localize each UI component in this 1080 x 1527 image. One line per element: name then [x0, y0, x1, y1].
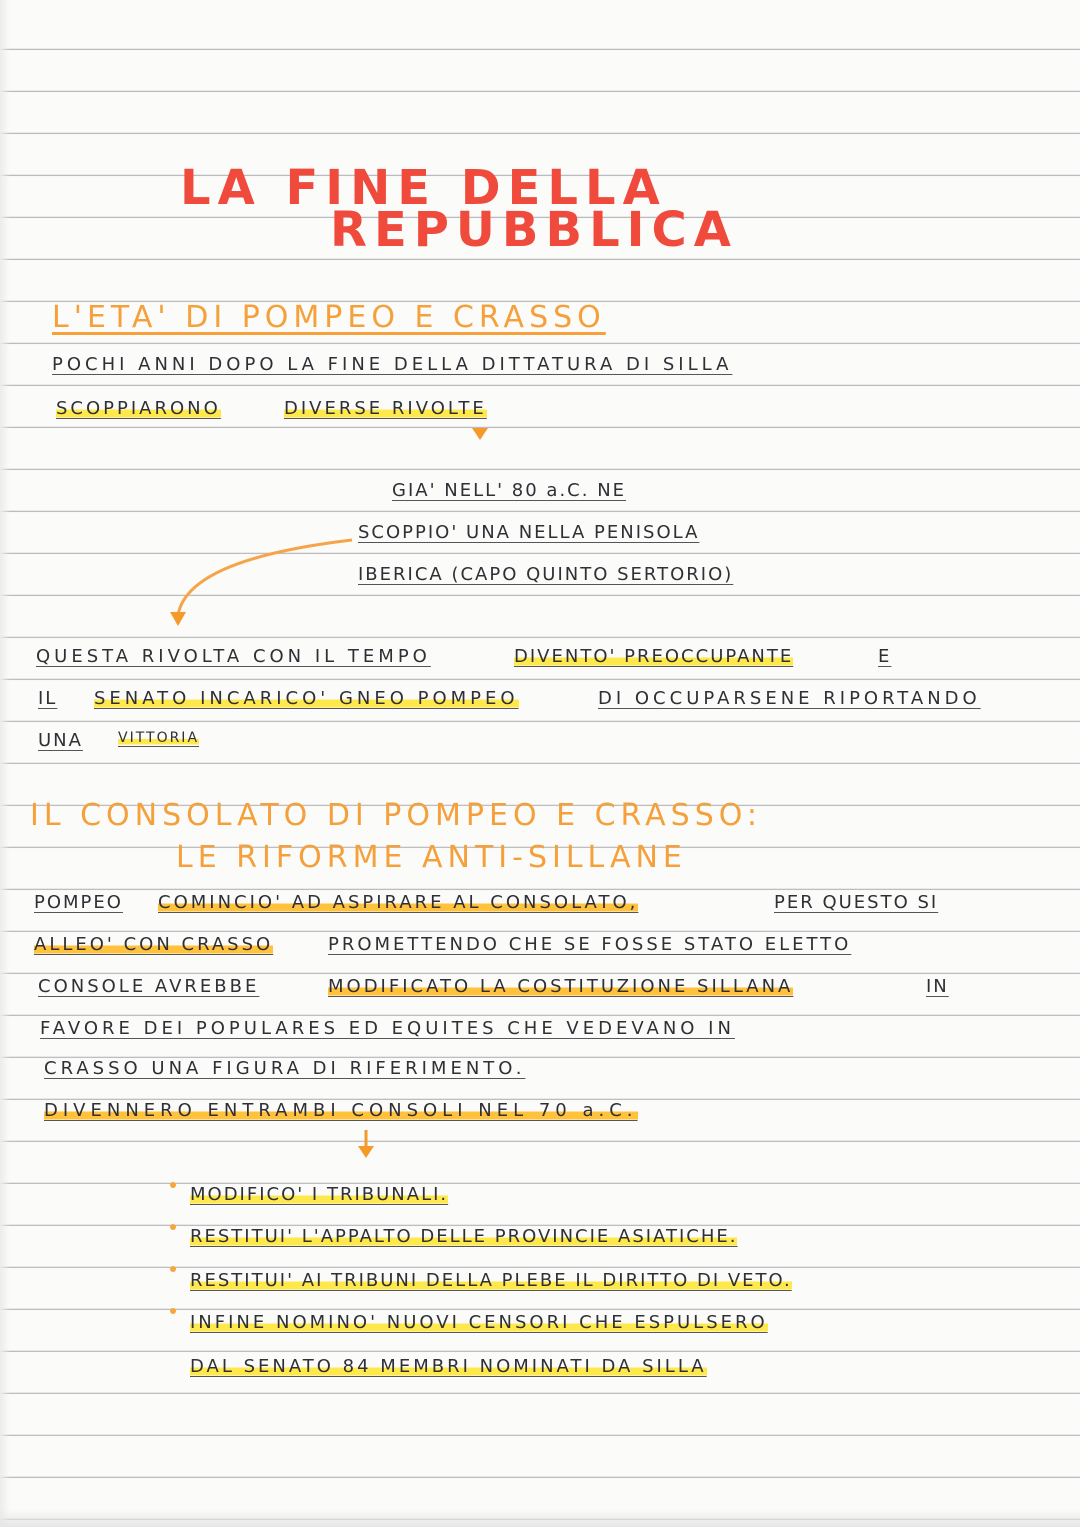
bullet-item: MODIFICO' I TRIBUNALI.	[190, 1184, 449, 1205]
text-highlight: SCOPPIARONO	[56, 398, 221, 419]
bullet-continuation: DAL SENATO 84 MEMBRI NOMINATI DA SILLA	[190, 1356, 707, 1377]
text-line: IN	[926, 976, 949, 997]
text-line: CRASSO UNA FIGURA DI RIFERIMENTO.	[44, 1058, 526, 1079]
text-highlight: DIVERSE RIVOLTE	[284, 398, 487, 419]
note-line: IBERICA (CAPO QUINTO SERTORIO)	[358, 564, 734, 585]
text-line: UNA	[38, 730, 83, 751]
text-highlight: VITTORIA	[118, 730, 200, 746]
text-highlight: SENATO INCARICO' GNEO POMPEO	[94, 688, 519, 709]
text-line: CONSOLE AVREBBE	[38, 976, 260, 997]
title-line-1: LA FINE DELLA	[180, 160, 667, 216]
bullet-icon	[170, 1266, 176, 1272]
text-line: POCHI ANNI DOPO LA FINE DELLA DITTATURA DI SILLA	[52, 354, 733, 375]
bullet-item: RESTITUI' L'APPALTO DELLE PROVINCIE ASIATICHE.	[190, 1226, 738, 1247]
bullet-item: INFINE NOMINO' NUOVI CENSORI CHE ESPULSERO	[190, 1312, 768, 1333]
text-line: FAVORE DEI POPULARES ED EQUITES CHE VEDEVANO IN	[40, 1018, 735, 1039]
text-line: PER QUESTO SI	[774, 892, 939, 913]
text-highlight: DIVENTO' PREOCCUPANTE	[514, 646, 794, 667]
section-heading-1: L'ETA' DI POMPEO E CRASSO	[52, 300, 606, 335]
note-line: SCOPPIO' UNA NELLA PENISOLA	[358, 522, 700, 543]
text-line: POMPEO	[34, 892, 123, 913]
text-highlight: MODIFICATO LA COSTITUZIONE SILLANA	[328, 976, 794, 997]
page-bottom-edge	[0, 1509, 1080, 1527]
text-highlight: DIVENNERO ENTRAMBI CONSOLI NEL 70 a.C.	[44, 1100, 638, 1121]
section-heading-2: IL CONSOLATO DI POMPEO E CRASSO:	[30, 798, 762, 833]
bullet-icon	[170, 1182, 176, 1188]
text-highlight: ALLEO' CON CRASSO	[34, 934, 274, 955]
text-line: DI OCCUPARSENE RIPORTANDO	[598, 688, 981, 709]
bullet-icon	[170, 1224, 176, 1230]
section-subheading-2: LE RIFORME ANTI-SILLANE	[176, 840, 687, 875]
title-line-2: REPUBBLICA	[330, 202, 738, 258]
note-line: GIA' NELL' 80 a.C. NE	[392, 480, 627, 501]
text-line: E	[878, 646, 892, 667]
text-line: QUESTA RIVOLTA CON IL TEMPO	[36, 646, 431, 667]
text-line: PROMETTENDO CHE SE FOSSE STATO ELETTO	[328, 934, 852, 955]
bullet-item: RESTITUI' AI TRIBUNI DELLA PLEBE IL DIRITTO DI VETO.	[190, 1270, 792, 1291]
text-line: IL	[38, 688, 58, 709]
bullet-icon	[170, 1308, 176, 1314]
text-highlight: COMINCIO' AD ASPIRARE AL CONSOLATO,	[158, 892, 639, 913]
